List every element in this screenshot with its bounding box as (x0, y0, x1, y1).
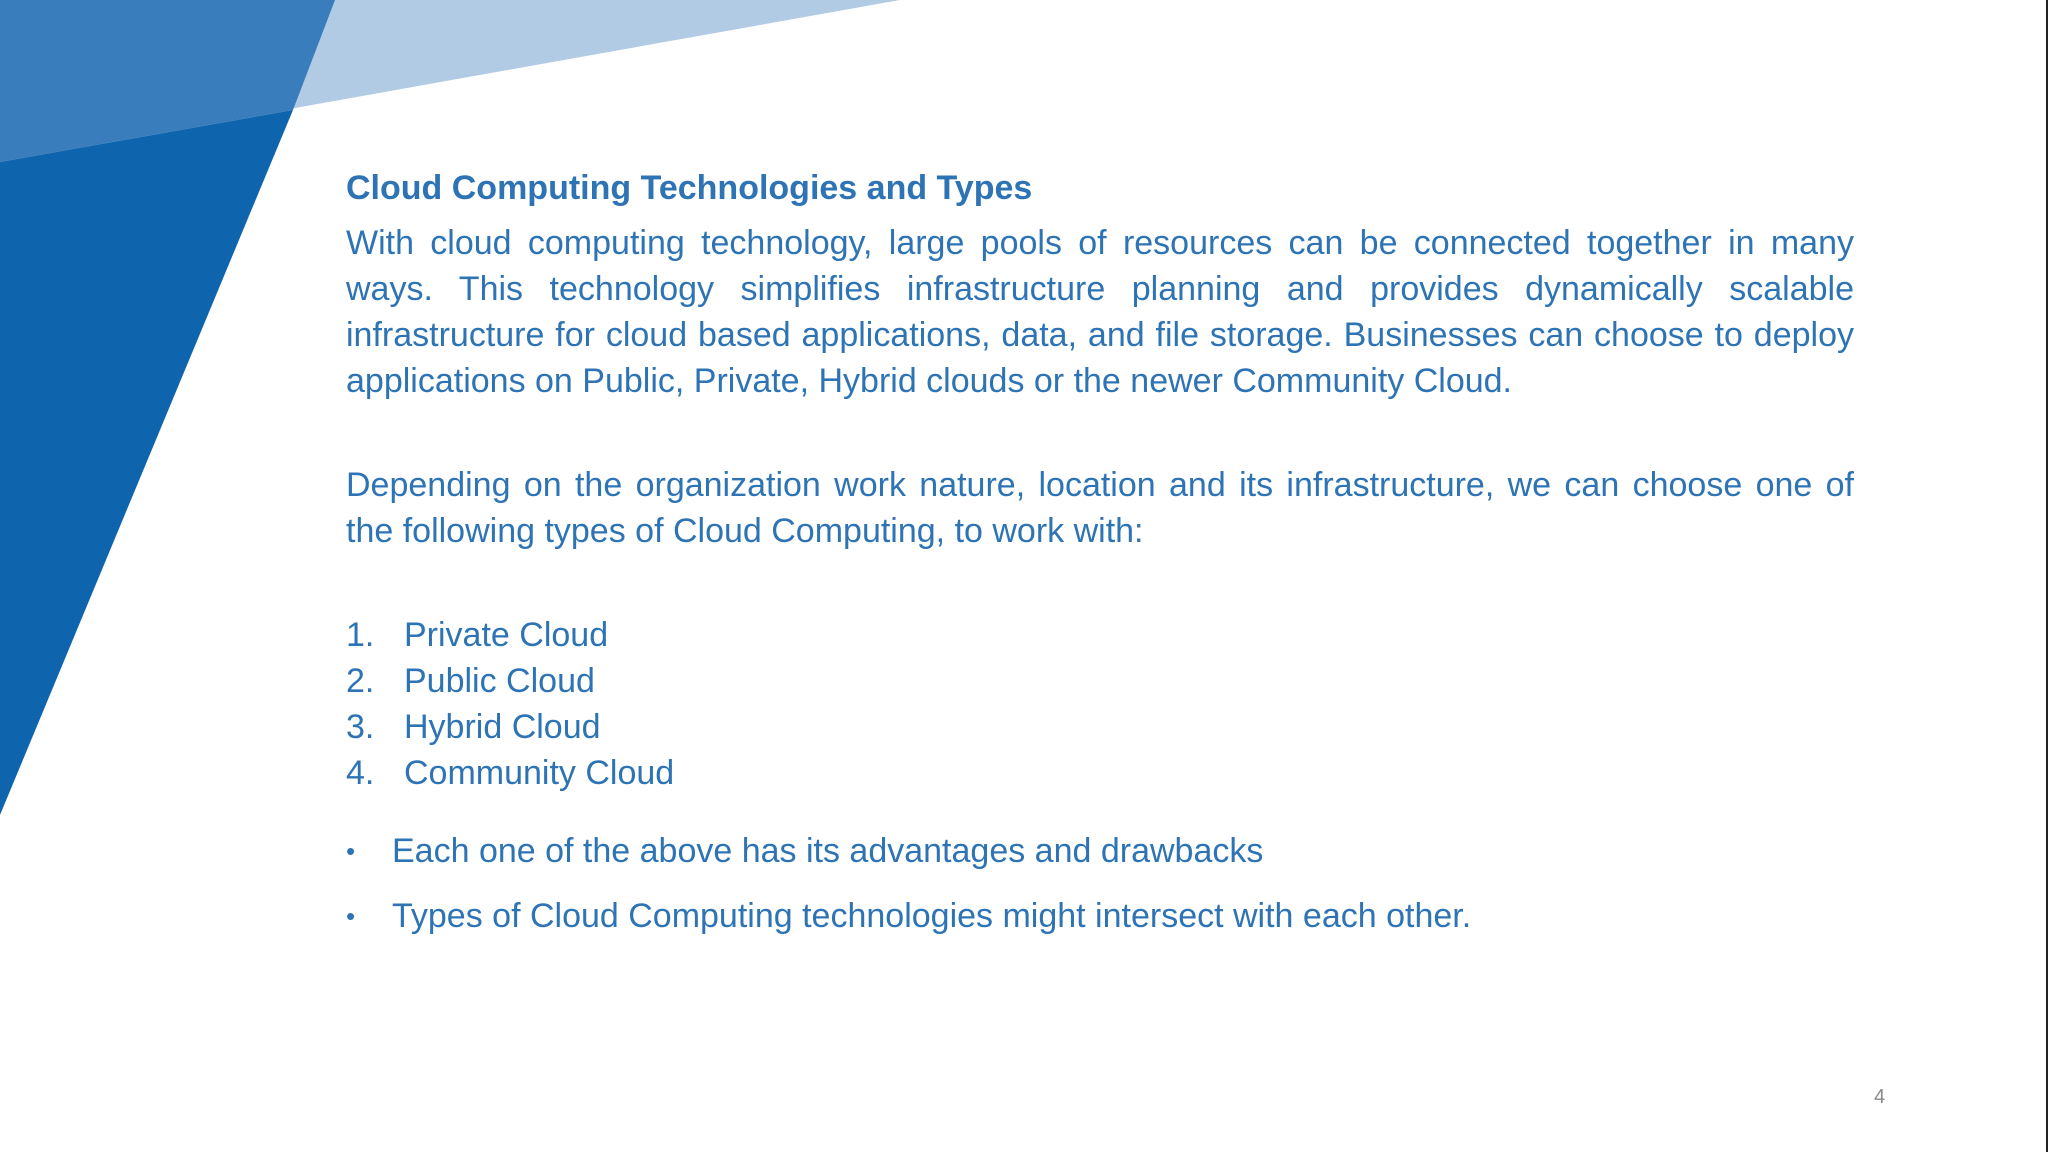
choice-paragraph: Depending on the organization work nature, location and its infrastructure, we can choose one of the following types of Cloud Computing, to work with: (346, 466, 1854, 550)
page-number: 4 (1874, 1086, 1886, 1108)
bullet-text: Each one of the above has its advantages and drawbacks (392, 832, 1264, 870)
bullet-icon: • (346, 836, 356, 866)
bullet-item (346, 828, 1854, 874)
slide-title: Cloud Computing Technologies and Types (346, 169, 1033, 207)
list-item (346, 612, 1854, 658)
list-item-label: Private Cloud (404, 616, 609, 654)
list-item (346, 704, 1854, 750)
bullet-item (346, 893, 1854, 939)
bullet-icon: • (346, 901, 356, 931)
intro-paragraph: With cloud computing technology, large pools of resources can be connected together in many ways. This technology simplifies infrastructure planning and provides dynamically scalable infrastructure for cloud based applications, data, and file storage. Businesses can choose to deploy applications on Public, Private, Hybrid clouds or the newer Community Cloud. (346, 224, 1854, 400)
list-item-label: Public Cloud (404, 662, 595, 700)
dark-blue-shape (0, 110, 293, 815)
list-number: 4. (346, 754, 375, 792)
cloud-types-list (346, 612, 1854, 796)
bullet-text: Types of Cloud Computing technologies might intersect with each other. (392, 897, 1472, 935)
list-item-label: Hybrid Cloud (404, 708, 601, 746)
list-number: 2. (346, 662, 375, 700)
list-number: 1. (346, 616, 375, 654)
list-number: 3. (346, 708, 375, 746)
list-item (346, 658, 1854, 704)
slide-content (346, 164, 1854, 958)
notes-bullet-list (346, 828, 1854, 939)
list-item-label: Community Cloud (404, 754, 675, 792)
list-item (346, 750, 1854, 796)
